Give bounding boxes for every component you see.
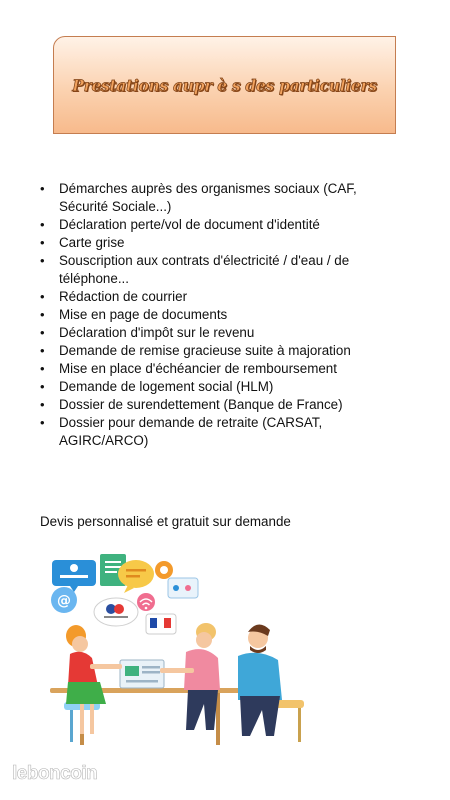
pension-fund-icon xyxy=(155,561,198,598)
email-icon xyxy=(51,587,77,613)
laptop-icon xyxy=(120,660,164,688)
list-item: • Demande de remise gracieuse suite à majoration xyxy=(59,342,404,360)
watermark-logo: leboncoin xyxy=(12,763,98,784)
list-item: • Mise en page de documents xyxy=(59,306,404,324)
woman-advisor-figure xyxy=(64,625,122,742)
services-list xyxy=(40,180,404,450)
list-item: • Rédaction de courrier xyxy=(59,288,404,306)
title-banner xyxy=(53,36,396,134)
people-at-table-illustration xyxy=(40,552,320,752)
woman-client-figure xyxy=(160,623,220,730)
list-item: • Demande de logement social (HLM) xyxy=(59,378,404,396)
french-flag-icon xyxy=(146,614,176,634)
family-benefits-icon xyxy=(52,560,96,592)
list-item: • Déclaration perte/vol de document d'identité xyxy=(59,216,404,234)
list-item: • Dossier pour demande de retraite (CARSAT, AGIRC/ARCO) xyxy=(59,414,404,450)
list-item: • Dossier de surendettement (Banque de France) xyxy=(59,396,404,414)
wifi-icon xyxy=(137,593,155,611)
banner-title: Prestations aupr è s des particuliers xyxy=(72,75,377,95)
quote-notice: Devis personnalisé et gratuit sur demande xyxy=(40,514,291,529)
chat-bubble-icon xyxy=(118,560,154,593)
list-item: • Démarches auprès des organismes sociaux (CAF, Sécurité Sociale...) xyxy=(59,180,404,216)
list-item: • Déclaration d'impôt sur le revenu xyxy=(59,324,404,342)
man-client-figure xyxy=(238,624,304,742)
list-item: • Carte grise xyxy=(59,234,404,252)
employment-agency-icon xyxy=(94,598,138,626)
svg-text:@: @ xyxy=(57,593,71,609)
list-item: • Mise en place d'échéancier de remboursement xyxy=(59,360,404,378)
list-item: • Souscription aux contrats d'électricité / d'eau / de téléphone... xyxy=(59,252,404,288)
